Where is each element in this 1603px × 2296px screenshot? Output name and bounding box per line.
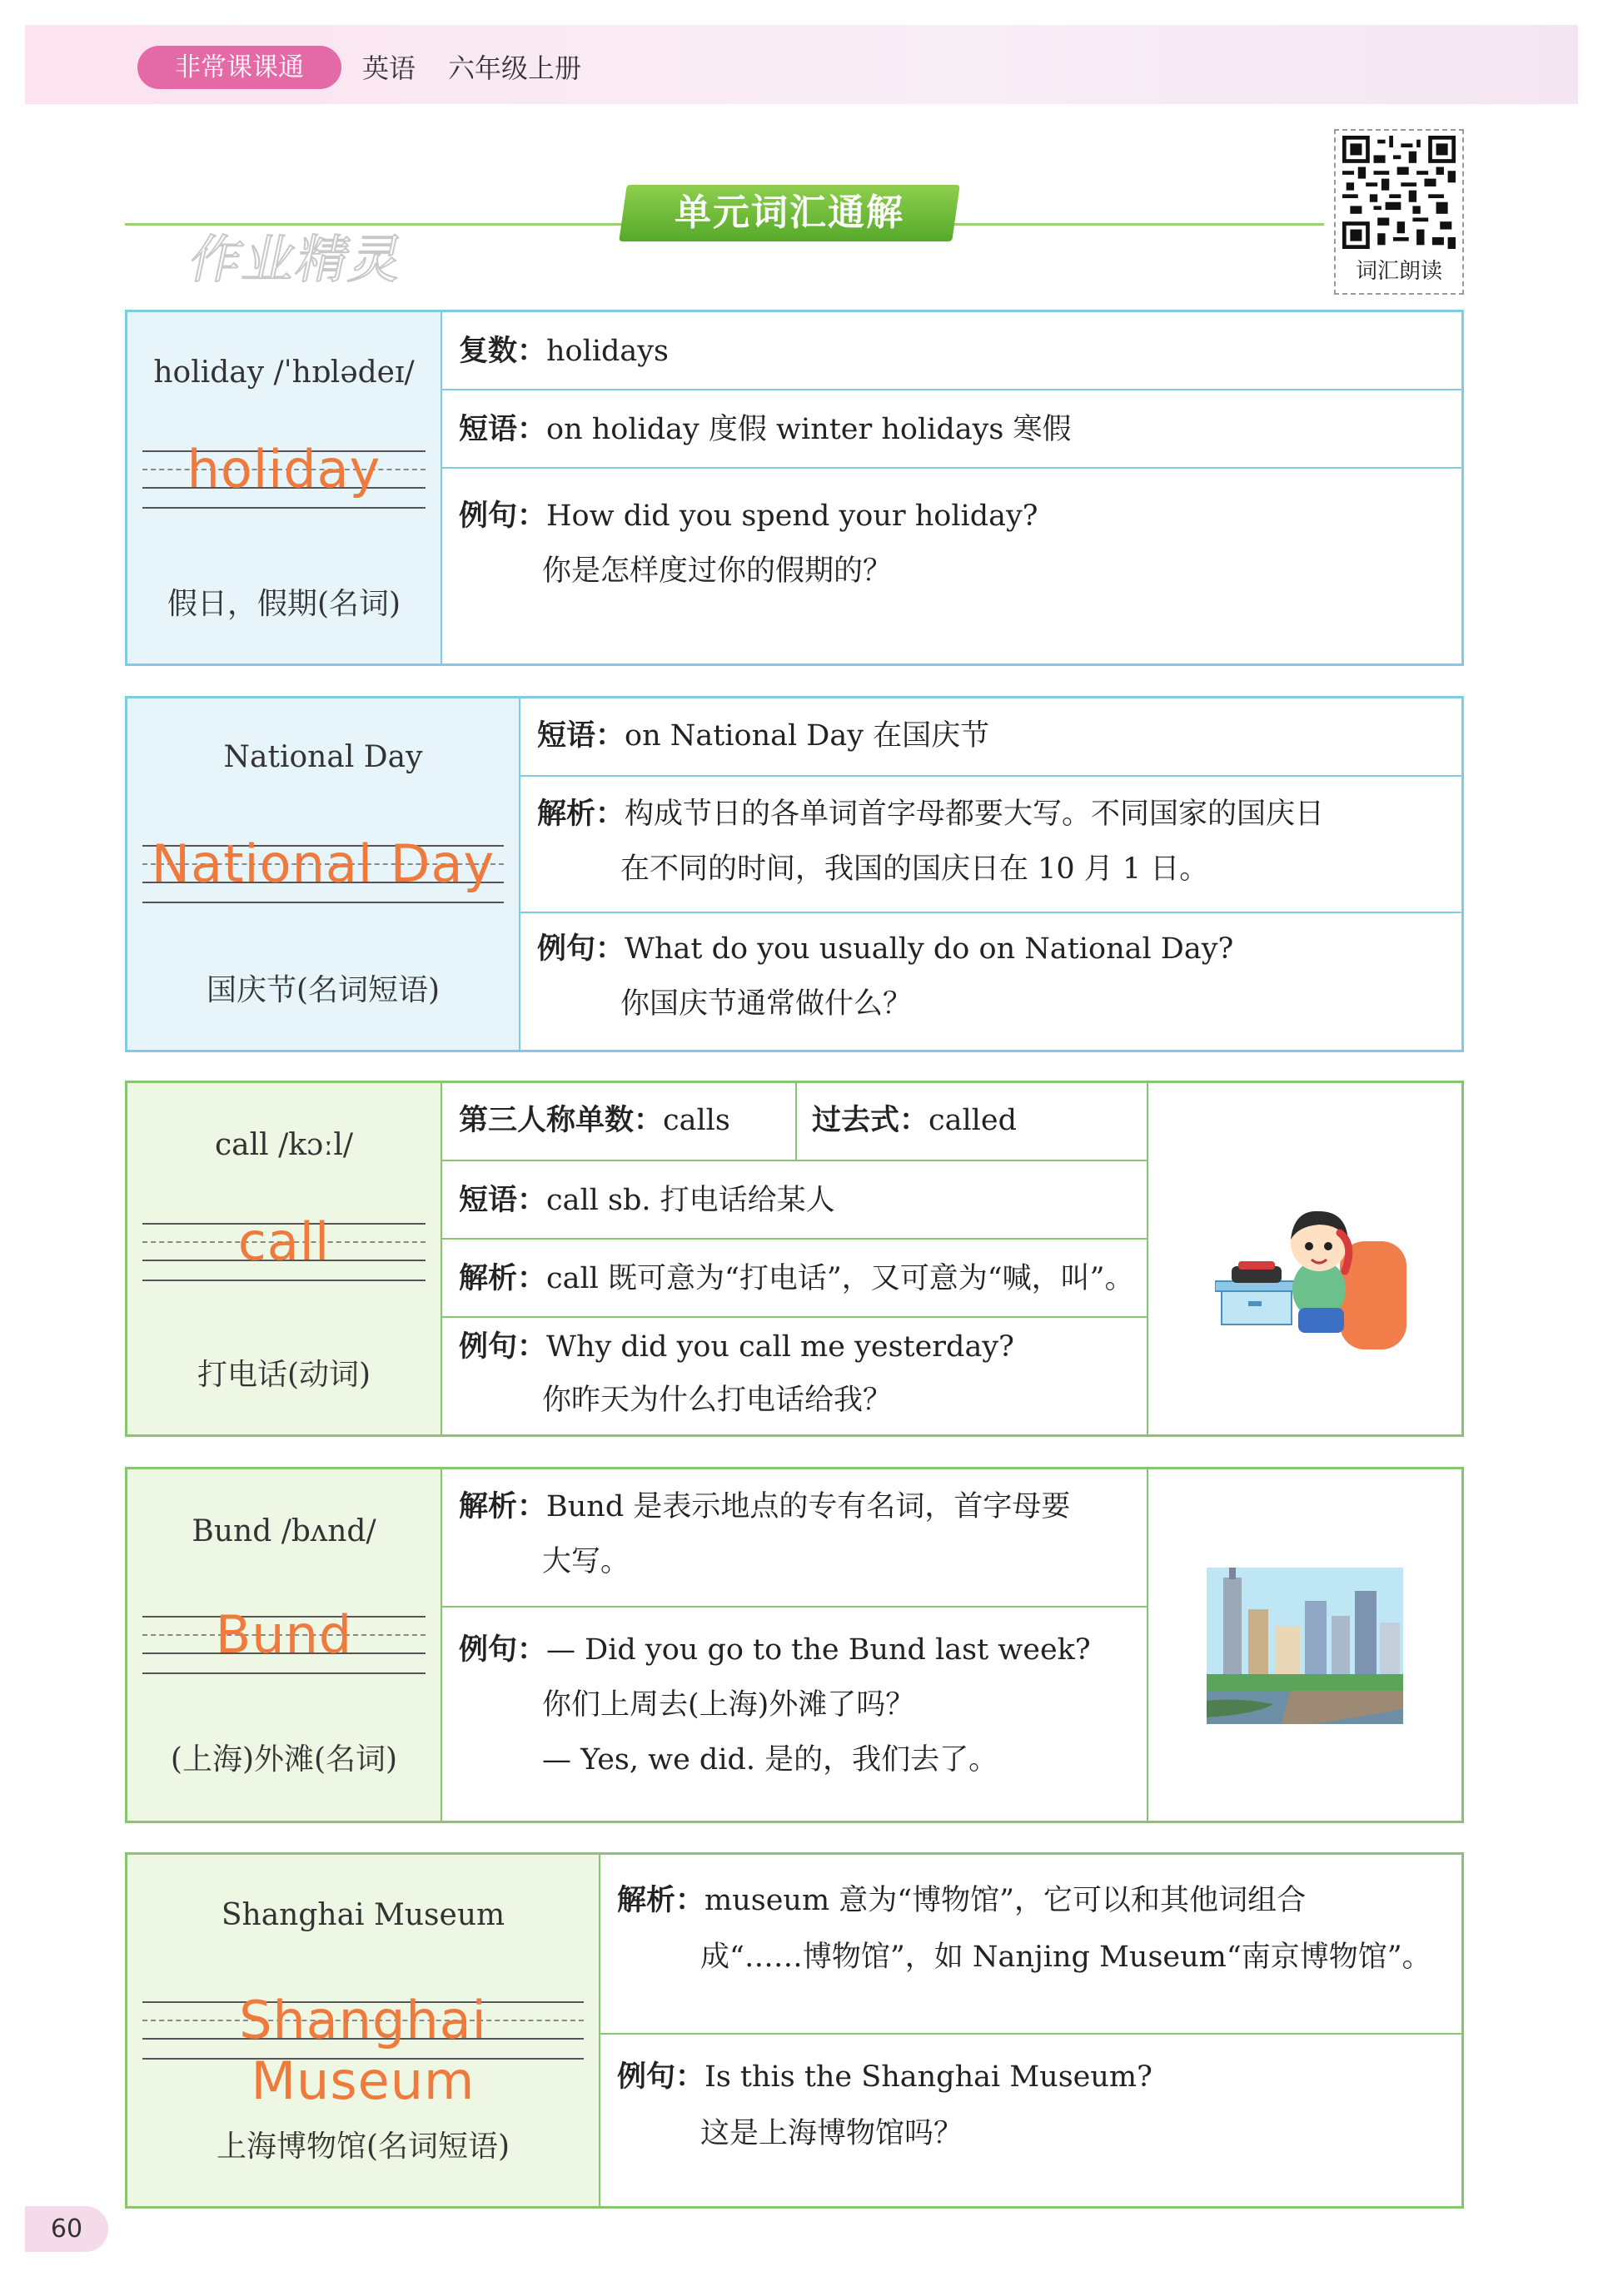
analysis-line-2: 大写。: [542, 1545, 630, 1578]
word-panel: [127, 1855, 600, 2206]
analysis-line-2: 在不同的时间，我国的国庆日在 10 月 1 日。: [620, 852, 1209, 886]
example-en: Why did you call me yesterday?: [546, 1330, 1014, 1364]
example-zh: 这是上海博物馆吗？: [700, 2117, 963, 2150]
word-phonetic: call /kɔːl/: [215, 1128, 353, 1162]
handwriting-lines: [142, 1990, 584, 2111]
illustration-panel: [1147, 1083, 1461, 1434]
example-question: — Did you go to the Bund last week?: [546, 1633, 1091, 1667]
detail-panel: [442, 1083, 1147, 1434]
phrase-row: [442, 390, 1461, 469]
past-tense-value: called: [928, 1104, 1017, 1137]
grade-label: 六年级上册: [448, 52, 582, 84]
forms-row: [442, 1083, 1147, 1161]
plural-row: [442, 312, 1461, 390]
handwriting-word: holiday: [187, 439, 381, 499]
analysis-row: [600, 1855, 1461, 2035]
detail-panel: [600, 1855, 1461, 2206]
word-panel: [127, 1083, 442, 1434]
vocab-card-bund: [125, 1467, 1464, 1823]
plural-value: holidays: [546, 335, 670, 368]
example-row: [442, 1318, 1147, 1434]
word-phonetic: Shanghai Museum: [221, 1898, 505, 1932]
vocab-card-shanghai-museum: [125, 1852, 1464, 2209]
phrase-value: on holiday 度假 winter holidays 寒假: [546, 413, 1072, 446]
qr-code-icon: [1342, 136, 1456, 249]
example-zh: 你是怎样度过你的假期的？: [542, 554, 893, 588]
boy-on-phone-illustration: [1215, 1191, 1415, 1358]
analysis-line-1: museum 意为“博物馆”，它可以和其他词组合: [704, 1884, 1307, 1917]
analysis-line-2: 成“……博物馆”，如 Nanjing Museum“南京博物馆”。: [700, 1941, 1431, 1974]
example-zh: 你昨天为什么打电话给我？: [542, 1384, 893, 1417]
example-en: How did you spend your holiday?: [546, 499, 1038, 533]
vocab-card-national-day: [125, 696, 1464, 1052]
word-meaning: (上海)外滩(名词): [170, 1742, 398, 1777]
example-question-zh: 你们上周去(上海)外滩了吗？: [542, 1688, 915, 1722]
handwriting-lines: [142, 833, 504, 905]
handwriting-word: Shanghai Museum: [239, 1990, 487, 2111]
handwriting-word: National Day: [151, 833, 495, 894]
section-title: 单元词汇通解: [675, 191, 904, 234]
example-label: 例句：: [537, 932, 625, 966]
example-answer: — Yes, we did. 是的，我们去了。: [542, 1743, 998, 1777]
example-label: 例句：: [459, 1633, 547, 1667]
handwriting-lines: [142, 1211, 426, 1283]
vocab-card-holiday: [125, 310, 1464, 666]
handwriting-word: call: [237, 1211, 331, 1272]
word-phonetic: holiday /ˈhɒlədeɪ/: [153, 355, 415, 390]
qr-code-box[interactable]: [1334, 129, 1464, 295]
example-label: 例句：: [459, 1330, 547, 1364]
word-phonetic: Bund /bʌnd/: [192, 1514, 376, 1548]
third-person-label: 第三人称单数：: [459, 1104, 664, 1137]
watermark: 作业精灵: [184, 229, 411, 290]
word-panel: [127, 312, 442, 663]
past-tense-label: 过去式：: [812, 1104, 929, 1137]
example-row: [520, 913, 1461, 1050]
word-meaning: 国庆节(名词短语): [206, 973, 441, 1007]
word-phonetic: National Day: [223, 740, 423, 774]
detail-panel: [442, 1469, 1147, 1821]
handwriting-lines: [142, 1604, 426, 1676]
example-label: 例句：: [459, 499, 547, 533]
analysis-line-1: Bund 是表示地点的专有名词，首字母要: [546, 1490, 1071, 1523]
detail-panel: [520, 698, 1461, 1050]
example-row: [442, 469, 1461, 663]
series-badge: 非常课课通: [137, 46, 341, 89]
word-panel: [127, 1469, 442, 1821]
word-meaning: 打电话(动词): [197, 1358, 371, 1392]
analysis-row: [442, 1469, 1147, 1608]
phrase-label: 短语：: [459, 1184, 547, 1217]
analysis-line-1: 构成节日的各单词首字母都要大写。不同国家的国庆日: [625, 798, 1325, 831]
analysis-label: 解析：: [459, 1490, 547, 1523]
phrase-row: [520, 698, 1461, 777]
phrase-row: [442, 1161, 1147, 1240]
word-meaning: 假日，假期(名词): [167, 587, 401, 621]
qr-label: 词汇朗读: [1355, 259, 1442, 284]
phrase-value: call sb. 打电话给某人: [546, 1184, 835, 1217]
phrase-label: 短语：: [537, 719, 625, 753]
example-row: [600, 2035, 1461, 2206]
analysis-label: 解析：: [617, 1884, 705, 1917]
bund-skyline-illustration: [1207, 1568, 1403, 1724]
example-zh: 你国庆节通常做什么？: [620, 987, 913, 1021]
example-row: [442, 1608, 1147, 1821]
illustration-panel: [1147, 1469, 1461, 1821]
analysis-row: [442, 1240, 1147, 1318]
analysis-label: 解析：: [459, 1262, 547, 1295]
analysis-row: [520, 777, 1461, 913]
handwriting-word: Bund: [215, 1604, 353, 1665]
third-person-value: calls: [663, 1104, 730, 1137]
analysis-value: call 既可意为“打电话”，又可意为“喊，叫”。: [546, 1262, 1134, 1295]
word-panel: [127, 698, 520, 1050]
phrase-value: on National Day 在国庆节: [625, 719, 990, 753]
handwriting-lines: [142, 439, 426, 510]
phrase-label: 短语：: [459, 413, 547, 446]
forms-divider: [795, 1083, 797, 1160]
analysis-label: 解析：: [537, 798, 625, 831]
example-en: What do you usually do on National Day?: [625, 932, 1234, 966]
example-label: 例句：: [617, 2060, 705, 2094]
word-meaning: 上海博物馆(名词短语): [216, 2130, 510, 2164]
plural-label: 复数：: [459, 335, 547, 368]
example-en: Is this the Shanghai Museum?: [704, 2060, 1152, 2094]
vocab-card-call: [125, 1081, 1464, 1437]
detail-panel: [442, 312, 1461, 663]
subject-label: 英语: [362, 52, 416, 84]
page-number: 60: [25, 2206, 108, 2252]
